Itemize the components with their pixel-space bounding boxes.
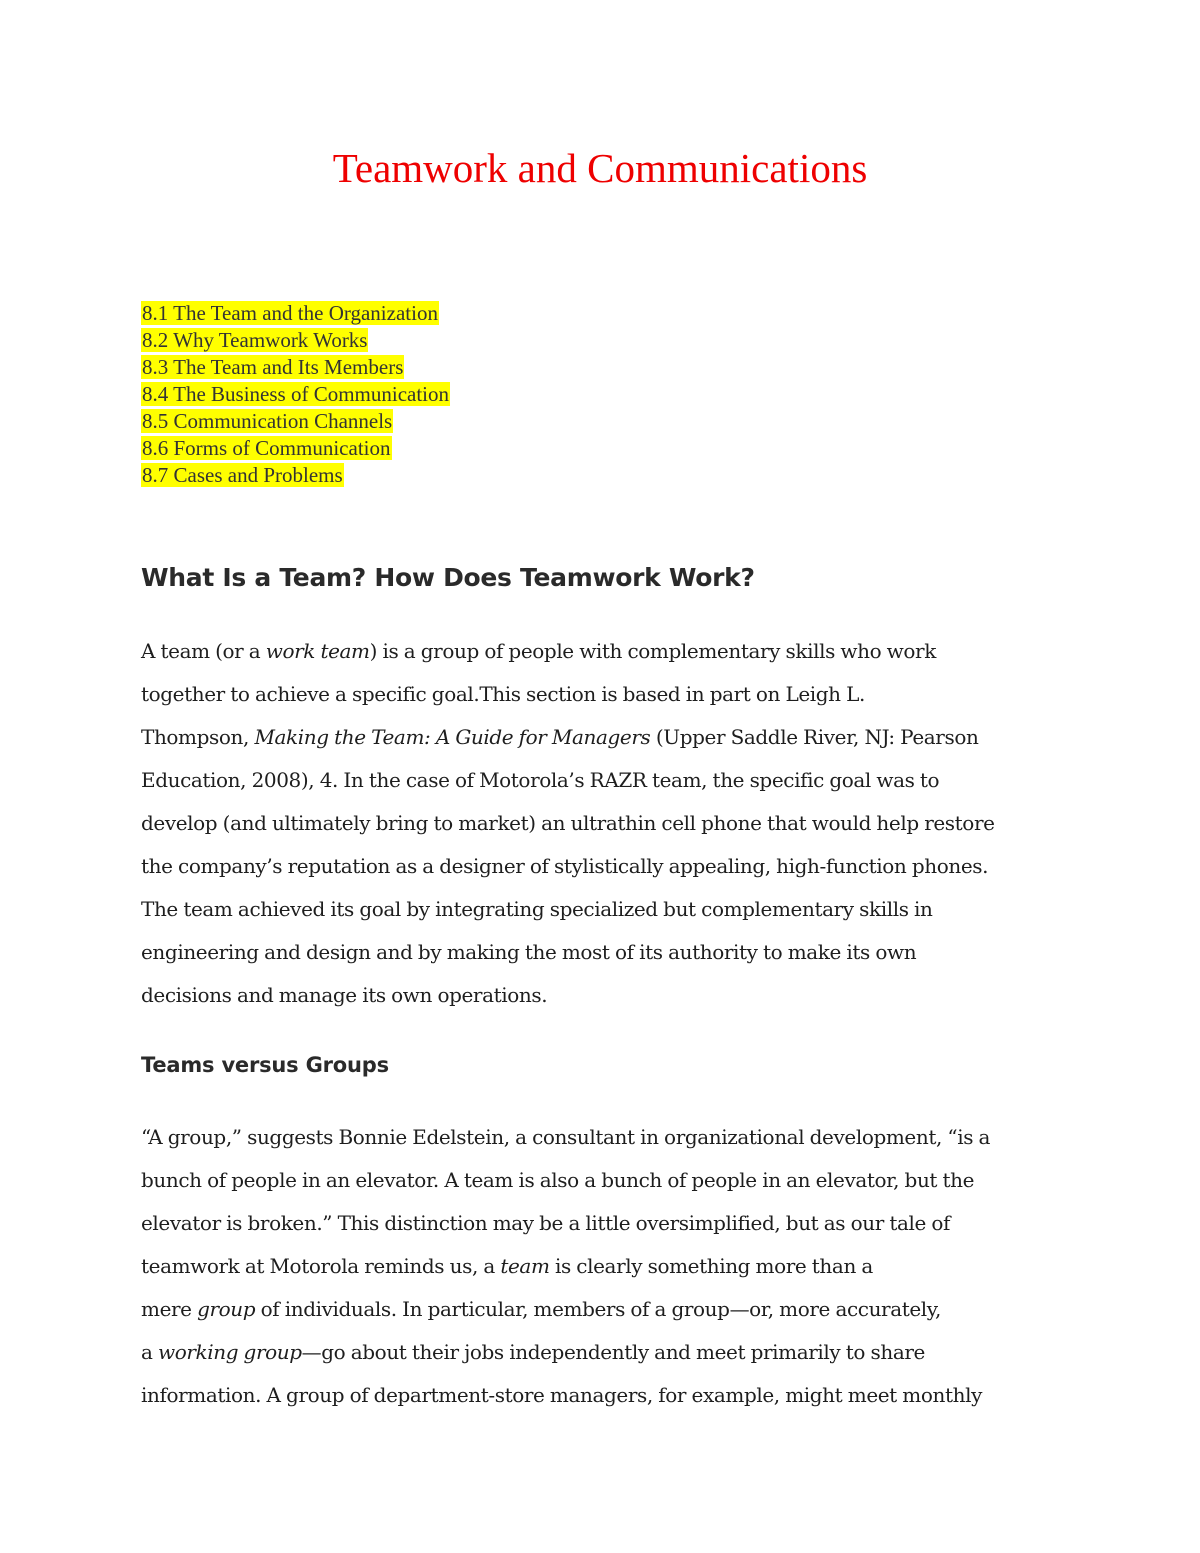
italic-book-title: Making the Team: A Guide for Managers [254,725,651,749]
paragraph-line: decisions and manage its own operations. [141,983,548,1007]
paragraph-line [141,1245,1071,1288]
italic-term: group [197,1297,256,1321]
paragraph-line: elevator is broken.” This distinction may be a little oversimplified, but as our tale of [141,1211,951,1235]
text-run: —go about their jobs independently and meet primarily to share [301,1340,925,1364]
paragraph-line [141,716,1071,759]
paragraph-team-definition [141,630,1071,1017]
document-title: Teamwork and Communications [332,145,868,191]
table-of-contents [141,300,450,489]
paragraph-line: “A group,” suggests Bonnie Edelstein, a consultant in organizational development, “is a [141,1125,991,1149]
toc-item [141,435,450,462]
paragraph-line: develop (and ultimately bring to market) an ultrathin cell phone that would help restore [141,811,995,835]
toc-item-label: 8.7 Cases and Problems [142,463,343,487]
toc-item [141,462,450,489]
toc-item-label: 8.4 The Business of Communication [142,382,450,406]
toc-item-label: 8.5 Communication Channels [142,409,393,433]
section-heading: What Is a Team? How Does Teamwork Work? [141,563,755,592]
toc-item [141,408,450,435]
toc-item-label: 8.2 Why Teamwork Works [142,328,368,352]
paragraph-line [141,1288,1071,1331]
paragraph-line: Education, 2008), 4. In the case of Motorola’s RAZR team, the specific goal was to [141,768,940,792]
paragraph-teams-vs-groups [141,1116,1071,1417]
toc-item [141,327,450,354]
italic-term: team [500,1254,550,1278]
toc-item [141,300,450,327]
paragraph-line: information. A group of department-store managers, for example, might meet monthly [141,1383,982,1407]
text-run: a [141,1340,158,1364]
italic-term: work team [265,639,370,663]
toc-item-label: 8.1 The Team and the Organization [142,301,438,325]
text-run: A team (or a [141,639,266,663]
toc-item [141,381,450,408]
paragraph-line: the company’s reputation as a designer of stylistically appealing, high-function phones. [141,854,989,878]
text-run: ) is a group of people with complementary skills who work [369,639,936,663]
subsection-heading: Teams versus Groups [141,1053,389,1077]
paragraph-line: The team achieved its goal by integrating specialized but complementary skills in [141,897,933,921]
paragraph-line: together to achieve a specific goal.This section is based in part on Leigh L. [141,682,865,706]
text-run: teamwork at Motorola reminds us, a [141,1254,501,1278]
paragraph-line [141,630,1071,673]
text-run: of individuals. In particular, members of a group—or, more accurately, [255,1297,942,1321]
paragraph-line [141,1331,1071,1374]
text-run: mere [141,1297,198,1321]
text-run: is clearly something more than a [549,1254,873,1278]
italic-term: working group [157,1340,302,1364]
text-run: (Upper Saddle River, NJ: Pearson [650,725,979,749]
paragraph-line: bunch of people in an elevator. A team is also a bunch of people in an elevator, but the [141,1168,975,1192]
toc-item-label: 8.6 Forms of Communication [142,436,391,460]
paragraph-line: engineering and design and by making the most of its authority to make its own [141,940,917,964]
toc-item [141,354,450,381]
text-run: Thompson, [141,725,255,749]
toc-item-label: 8.3 The Team and Its Members [142,355,404,379]
